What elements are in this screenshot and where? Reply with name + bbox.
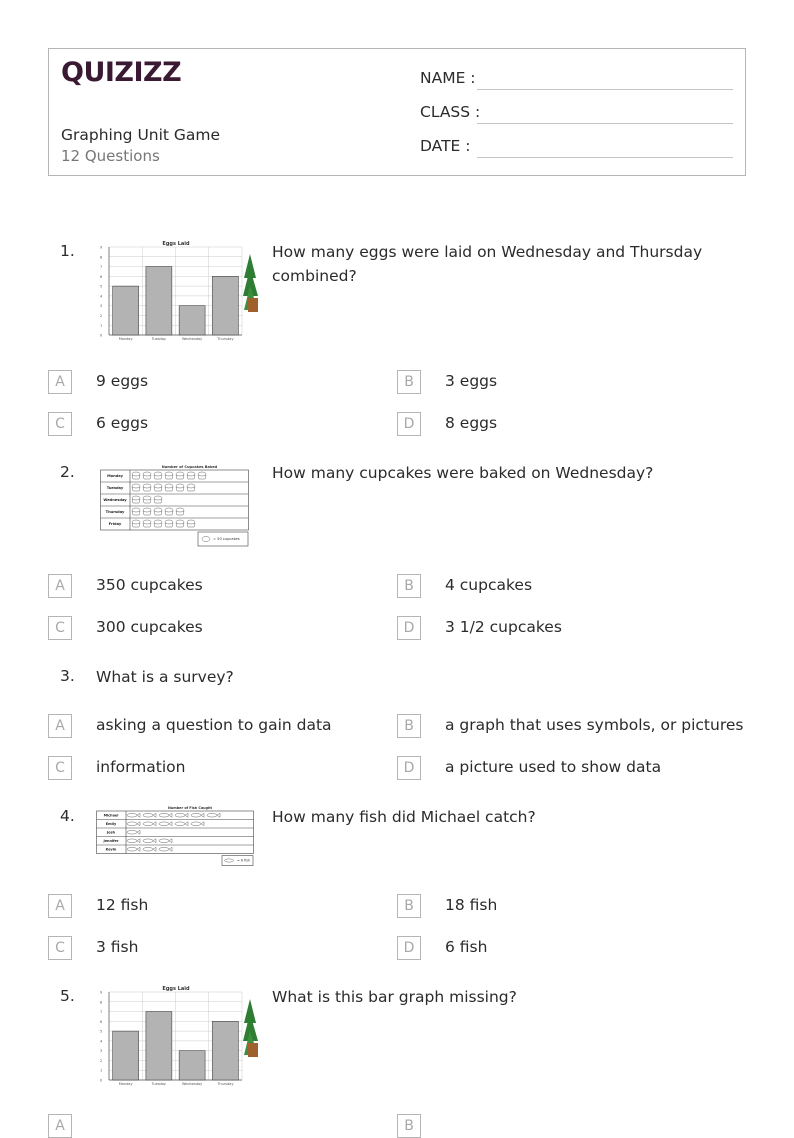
fish-icon [153,822,156,826]
option-a-text[interactable]: 350 cupcakes [96,576,203,594]
y-tick-label: 6 [100,1019,103,1024]
cupcake-icon [143,520,151,524]
fish-icon [127,830,137,834]
row-label: Emily [105,821,117,826]
fish-pictograph [96,802,256,866]
row-label: Michael [103,813,119,818]
quizizz-logo: QUIZIZZ [61,57,182,88]
option-b-letter[interactable]: B [397,370,421,394]
cupcake-icon [176,484,184,488]
fish-icon [169,839,172,843]
x-tick-label: Tuesday [151,337,166,341]
fish-icon [225,859,234,862]
bar [212,276,238,335]
row-label: Josh [106,830,116,835]
y-tick-label: 6 [100,274,103,279]
class-line[interactable] [477,123,733,124]
option-a-text[interactable]: asking a question to gain data [96,716,332,734]
question-text: How many fish did Michael catch? [272,808,536,826]
option-b-letter[interactable]: B [397,894,421,918]
y-tick-label: 8 [100,255,103,260]
fish-icon [207,813,217,817]
row-label: Thursday [105,510,125,515]
option-a-letter[interactable]: A [48,714,72,738]
cupcake-icon [132,496,140,500]
chart-title: Eggs Laid [162,241,190,247]
x-tick-label: Wednesday [181,1082,203,1086]
cupcake-icon [176,520,184,524]
fish-icon [201,813,204,817]
option-d-letter[interactable]: D [397,756,421,780]
question-number: 4. [60,807,75,825]
cupcake-icon [165,484,173,488]
row-label: Kevin [105,847,117,852]
row-label: Friday [108,522,122,527]
date-line[interactable] [477,157,733,158]
question-number: 2. [60,463,75,481]
fish-icon [143,839,153,843]
chart-frame [97,811,254,854]
fish-icon [191,813,201,817]
cupcake-icon [132,508,140,512]
row-label: Wednesday [103,498,127,503]
fish-icon [127,839,137,843]
y-tick-label: 0 [100,333,103,338]
cupcake-icon [143,496,151,500]
cupcake-icon [187,472,195,476]
chart-title: Number of Cupcakes Baked [161,465,218,469]
y-tick-label: 3 [100,304,103,309]
name-label: NAME : [420,69,476,87]
option-d-text[interactable]: 3 1/2 cupcakes [445,618,562,636]
option-a-letter[interactable]: A [48,894,72,918]
question-text: What is a survey? [96,668,234,686]
cupcake-icon [165,520,173,524]
cupcake-icon [132,520,140,524]
y-tick-label: 4 [100,1039,103,1044]
bar [212,1021,238,1080]
option-d-letter[interactable]: D [397,616,421,640]
bar [113,286,139,335]
option-a-text[interactable]: 12 fish [96,896,149,914]
option-b-text[interactable]: a graph that uses symbols, or pictures [445,716,744,734]
option-b-text[interactable]: 3 eggs [445,372,498,390]
cupcake-icon [143,472,151,476]
fish-icon [159,822,169,826]
option-d-text[interactable]: a picture used to show data [445,758,662,776]
fish-icon [153,839,156,843]
y-tick-label: 4 [100,294,103,299]
question-text: How many eggs were laid on Wednesday and Thursday combined? [272,243,703,285]
tree-trunk [248,298,258,312]
question-number: 3. [60,667,75,685]
option-b-text[interactable]: 18 fish [445,896,498,914]
worksheet-header [48,48,746,176]
x-tick-label: Thursday [217,337,234,341]
cupcake-icon [187,484,195,488]
name-line[interactable] [477,89,733,90]
cupcake-icon [165,472,173,476]
y-tick-label: 9 [100,245,103,250]
option-a-text[interactable]: 9 eggs [96,372,149,390]
date-label: DATE : [420,137,471,155]
eggs-bar-chart [96,983,258,1089]
class-label: CLASS : [420,103,481,121]
option-c-text[interactable]: 6 eggs [96,414,149,432]
cupcake-icon [176,508,184,512]
fish-icon [159,847,169,851]
cupcake-icon [154,496,162,500]
option-c-text[interactable]: information [96,758,186,776]
chart-title: Number of Fish Caught [167,806,213,810]
y-tick-label: 7 [100,1010,103,1015]
fish-icon [143,822,153,826]
fish-icon [217,813,220,817]
fish-icon [159,839,169,843]
cupcake-icon [132,472,140,476]
fish-icon [169,847,172,851]
y-tick-label: 5 [100,1029,103,1034]
fish-icon [137,830,140,834]
bar [179,1051,205,1080]
worksheet-title: Graphing Unit Game [61,126,221,144]
option-d-letter[interactable]: D [397,412,421,436]
fish-icon [191,822,201,826]
eggs-bar-chart [96,238,258,344]
cupcake-icon [154,508,162,512]
cupcake-icon [202,537,210,542]
fish-icon [175,813,185,817]
option-b-letter[interactable]: B [397,714,421,738]
y-tick-label: 8 [100,1000,103,1005]
option-d-text[interactable]: 6 fish [445,938,488,956]
fish-icon [175,822,185,826]
cupcake-icon [143,484,151,488]
y-tick-label: 1 [100,1068,103,1073]
fish-icon [153,847,156,851]
option-a-letter[interactable]: A [48,370,72,394]
cupcake-icon [176,472,184,476]
y-tick-label: 3 [100,1049,103,1054]
y-tick-label: 9 [100,990,103,995]
key-label: = 6 fish [237,858,251,863]
option-c-letter[interactable]: C [48,936,72,960]
option-d-text[interactable]: 8 eggs [445,414,498,432]
fish-icon [137,822,140,826]
fish-icon [153,813,156,817]
row-label: Monday [107,474,123,479]
cupcake-icon [187,520,195,524]
x-tick-label: Tuesday [151,1082,166,1086]
fish-icon [127,847,137,851]
fish-icon [127,822,137,826]
bar [146,1012,172,1080]
option-a-letter[interactable]: A [48,574,72,598]
fish-icon [185,822,188,826]
question-number: 1. [60,242,75,260]
fish-icon [137,847,140,851]
option-b-text[interactable]: 4 cupcakes [445,576,533,594]
bar [179,306,205,335]
cupcakes-pictograph [100,461,250,549]
option-b-letter[interactable]: B [397,1114,421,1138]
option-b-letter[interactable]: B [397,574,421,598]
row-label: Jennifer [103,838,119,843]
cupcake-icon [165,508,173,512]
option-c-letter[interactable]: C [48,616,72,640]
x-tick-label: Monday [118,337,133,341]
cupcake-icon [143,508,151,512]
tree-trunk [248,1043,258,1057]
chart-title: Eggs Laid [162,986,190,992]
option-a-letter[interactable]: A [48,1114,72,1138]
x-tick-label: Thursday [217,1082,234,1086]
row-label: Tuesday [106,486,124,491]
option-c-text[interactable]: 3 fish [96,938,139,956]
question-number: 5. [60,987,75,1005]
cupcake-icon [132,484,140,488]
bar [146,267,172,335]
fish-icon [169,822,172,826]
option-c-text[interactable]: 300 cupcakes [96,618,203,636]
y-tick-label: 0 [100,1078,103,1083]
option-c-letter[interactable]: C [48,412,72,436]
x-tick-label: Wednesday [181,337,203,341]
question-text: What is this bar graph missing? [272,988,517,1006]
fish-icon [143,813,153,817]
y-tick-label: 2 [100,1058,103,1063]
key-label: = 50 cupcakes [213,537,240,542]
fish-icon [137,813,140,817]
fish-icon [159,813,169,817]
bar [113,1031,139,1080]
fish-icon [185,813,188,817]
question-text: How many cupcakes were baked on Wednesday? [272,464,654,482]
y-tick-label: 5 [100,284,103,289]
fish-icon [201,822,204,826]
y-tick-label: 1 [100,323,103,328]
x-tick-label: Monday [118,1082,133,1086]
option-d-letter[interactable]: D [397,936,421,960]
y-tick-label: 7 [100,265,103,270]
cupcake-icon [154,484,162,488]
fish-icon [169,813,172,817]
y-tick-label: 2 [100,313,103,318]
cupcake-icon [154,520,162,524]
fish-icon [127,813,137,817]
cupcake-icon [198,472,206,476]
question-count: 12 Questions [61,147,160,165]
fish-icon [137,839,140,843]
cupcake-icon [154,472,162,476]
option-c-letter[interactable]: C [48,756,72,780]
fish-icon [143,847,153,851]
